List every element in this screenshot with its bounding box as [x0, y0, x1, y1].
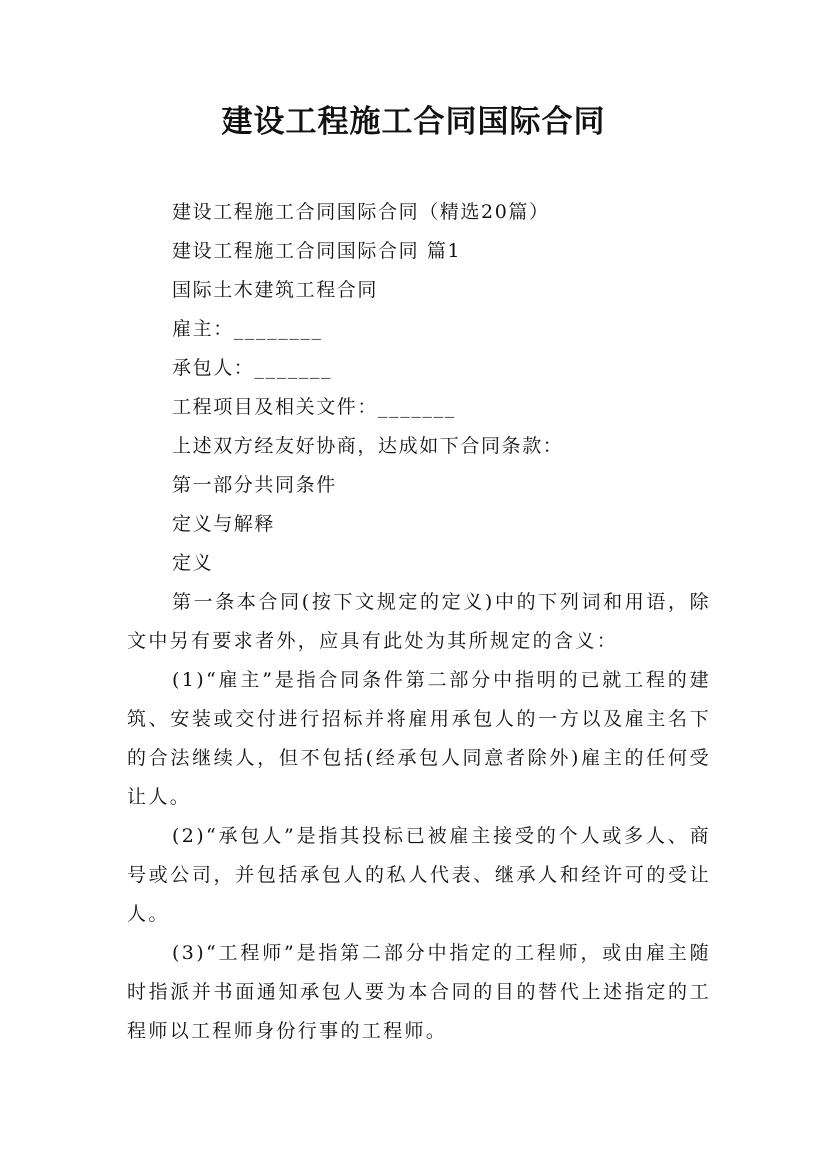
agreement-statement: 上述双方经友好协商，达成如下合同条款：: [172, 435, 564, 457]
article-one-paragraph: 第一条本合同(按下文规定的定义)中的下列词和用语，除文中另有要求者外，应具有此处为其所规定的含义：: [127, 591, 711, 652]
section-heading: 建设工程施工合同国际合同 篇1: [172, 240, 462, 262]
project-documents-field: 工程项目及相关文件：_______: [172, 396, 456, 418]
definitions-heading: 定义: [172, 552, 214, 574]
employer-field: 雇主：________: [172, 318, 323, 340]
document-title: 建设工程施工合同国际合同: [221, 104, 606, 140]
part-one-heading: 第一部分共同条件: [172, 474, 337, 496]
definition-employer-paragraph: (1)“雇主”是指合同条件第二部分中指明的已就工程的建筑、安装或交付进行招标并将雇用承包人的一方以及雇主名下的合法继续人，但不包括(经承包人同意者除外)雇主的任何受让人。: [127, 669, 711, 808]
definitions-interpretation-heading: 定义与解释: [172, 513, 276, 535]
subtitle-line: 建设工程施工合同国际合同（精选20篇）: [172, 201, 550, 223]
document-body: [127, 193, 711, 1051]
contractor-field: 承包人：_______: [172, 357, 333, 379]
definition-contractor-paragraph: (2)“承包人”是指其投标已被雇主接受的个人或多人、商号或公司，并包括承包人的私人代表、继承人和经许可的受让人。: [127, 825, 711, 925]
contract-name: 国际土木建筑工程合同: [172, 279, 379, 301]
definition-engineer-paragraph: (3)“工程师”是指第二部分中指定的工程师，或由雇主随时指派并书面通知承包人要为本合同的目的替代上述指定的工程师以工程师身份行事的工程师。: [127, 942, 711, 1042]
